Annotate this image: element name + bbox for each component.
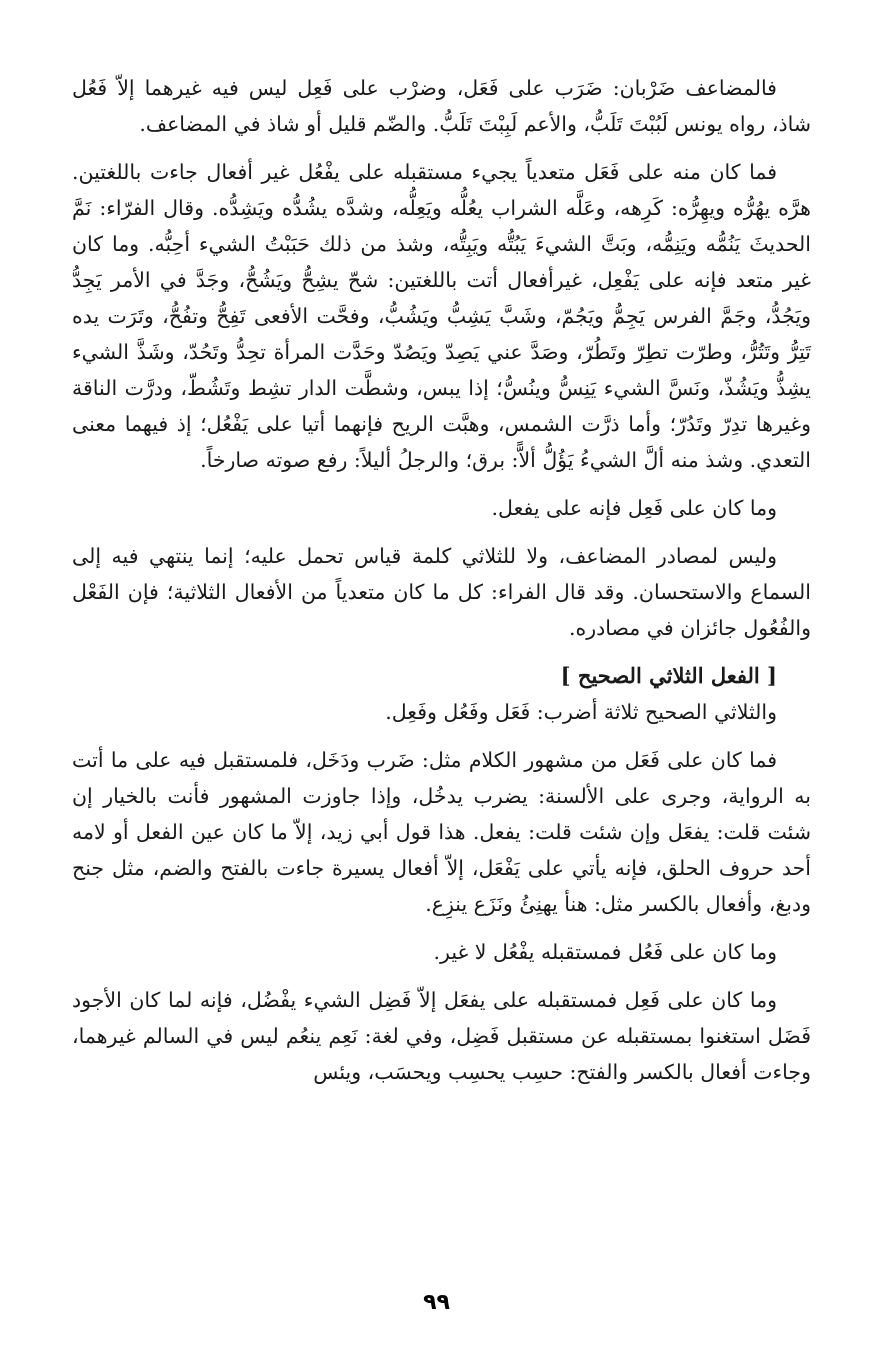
paragraph-transitive-mudaaf: فما كان منه على فَعَل متعدياً يجيء مستقبله على يفْعُل غير أفعال جاءت باللغتين. هرَّه يهُرُّه ويهِرُّه: كَرِهه، وعَلَّه الشراب يعُلُّه ويَعِلُّه، وشدَّه يشُدُّه ويَشِدُّه. وقال الفرّاء: نَمَّ الحديثَ يَنُمُّه ويَنِمُّه، وبَتَّ الشيءَ يَبُتُّه ويَبِتُّه، وشذ من ذلك حَبَبْتُ الشيء أحِبُّه. وما كان غير متعد فإنه على يَفْعِل، غيرأفعال أتت باللغتين: شحّ يشِحُّ ويَشُحُّ، وجَدَّ في الأمر يَجِدُّ ويَجُدُّ، وجَمَّ الفرس يَجِمُّ ويَجُمّ، وشَبَّ يَشِبُّ ويَشُبُّ، وفحَّت الأفعى تَفِحُّ وتفُحُّ، وتَرَت يده تَتِرُّ وتَتُرُّ، وطرّت تطِرّ وتَطُرّ، وصَدَّ عني يَصِدّ ويَصُدّ وحَدَّت المرأة تحِدُّ وتَحُدّ، وشَذَّ الشيء يشِذُّ ويَشُذّ، ونَسَّ الشيء يَنِسُّ وينُسُّ؛ إذا يبس، وشطَّت الدار تشِط وتَشُطّ، ودرَّت الناقة وغيرها تدِرّ وتَدُرّ؛ وأما ذرَّت الشمس، وهبَّت الريح فإنهما أتيا على يَفْعُل؛ إذ فيهما معنى التعدي. وشذ منه ألَّ الشيءُ يَؤُلُّ ألاًّ: برق؛ والرجلُ أليلاً: رفع صوته صارخاً. <box>72 160 811 472</box>
page-number: ٩٩ <box>423 1290 450 1315</box>
paragraph-faula: وما كان على فَعُل فمستقبله يفْعُل لا غير. <box>433 940 777 964</box>
section-heading: [ الفعل الثلاثي الصحيح ] <box>560 663 777 688</box>
paragraph-faila: وما كان على فَعِل فمستقبله على يفعَل إلاّ فَضِل الشيء يفْضُل، فإنه لما كان الأجود فَضَل استغنوا بمستقبله عن مستقبل فَضِل، وفي لغة: نَعِم ينعُم ليس في السالم غيرهما، وجاءت أفعال بالكسر والفتح: حسِب يحسِب ويحسَب، ويئس <box>72 988 811 1084</box>
paragraph-faila-mudaaf: وما كان على فَعِل فإنه على يفعل. <box>491 496 777 520</box>
paragraph-masadir: وليس لمصادر المضاعف، ولا للثلاثي كلمة قياس تحمل عليه؛ إنما ينتهي فيه إلى السماع والاستحسان. وقد قال الفراء: كل ما كان متعدياً من الأفعال الثلاثية؛ فإن الفَعْل والفُعُول جائزان في مصادره. <box>72 544 811 640</box>
paragraph-heading-follow: والثلاثي الصحيح ثلاثة أضرب: فَعَل وفَعُل وفَعِل. <box>385 700 777 724</box>
paragraph-mudaaf-forms: فالمضاعف ضَرْبان: ضَرَب على فَعَل، وضرْب على فَعِل ليس فيه غيرهما إلاّ فَعُل شاذ، رواه يونس لَبُبْتَ تَلَبُّ، والأعم لَبِبْتَ تَلَبُّ. والضّم قليل أو شاذ في المضاعف. <box>72 76 811 136</box>
paragraph-faala: فما كان على فَعَل من مشهور الكلام مثل: ضَرب ودَخَل، فلمستقبل فيه على ما أتت به الرواية، وجرى على الألسنة: يضرب يدخُل، وإذا جاوزت المشهور فأنت بالخيار إن شئت قلت: يفعَل وإن شئت قلت: يفعل. هذا قول أبي زيد، إلاّ ما كان عين الفعل أو لامه أحد حروف الحلق، فإنه يأتي على يَفْعَل، إلاّ أفعال يسيرة جاءت بالفتح والضم، مثل جنح ودبغ، وأفعال بالكسر مثل: هنأ يهنِئُ ونَزَع ينزِع. <box>72 748 811 916</box>
